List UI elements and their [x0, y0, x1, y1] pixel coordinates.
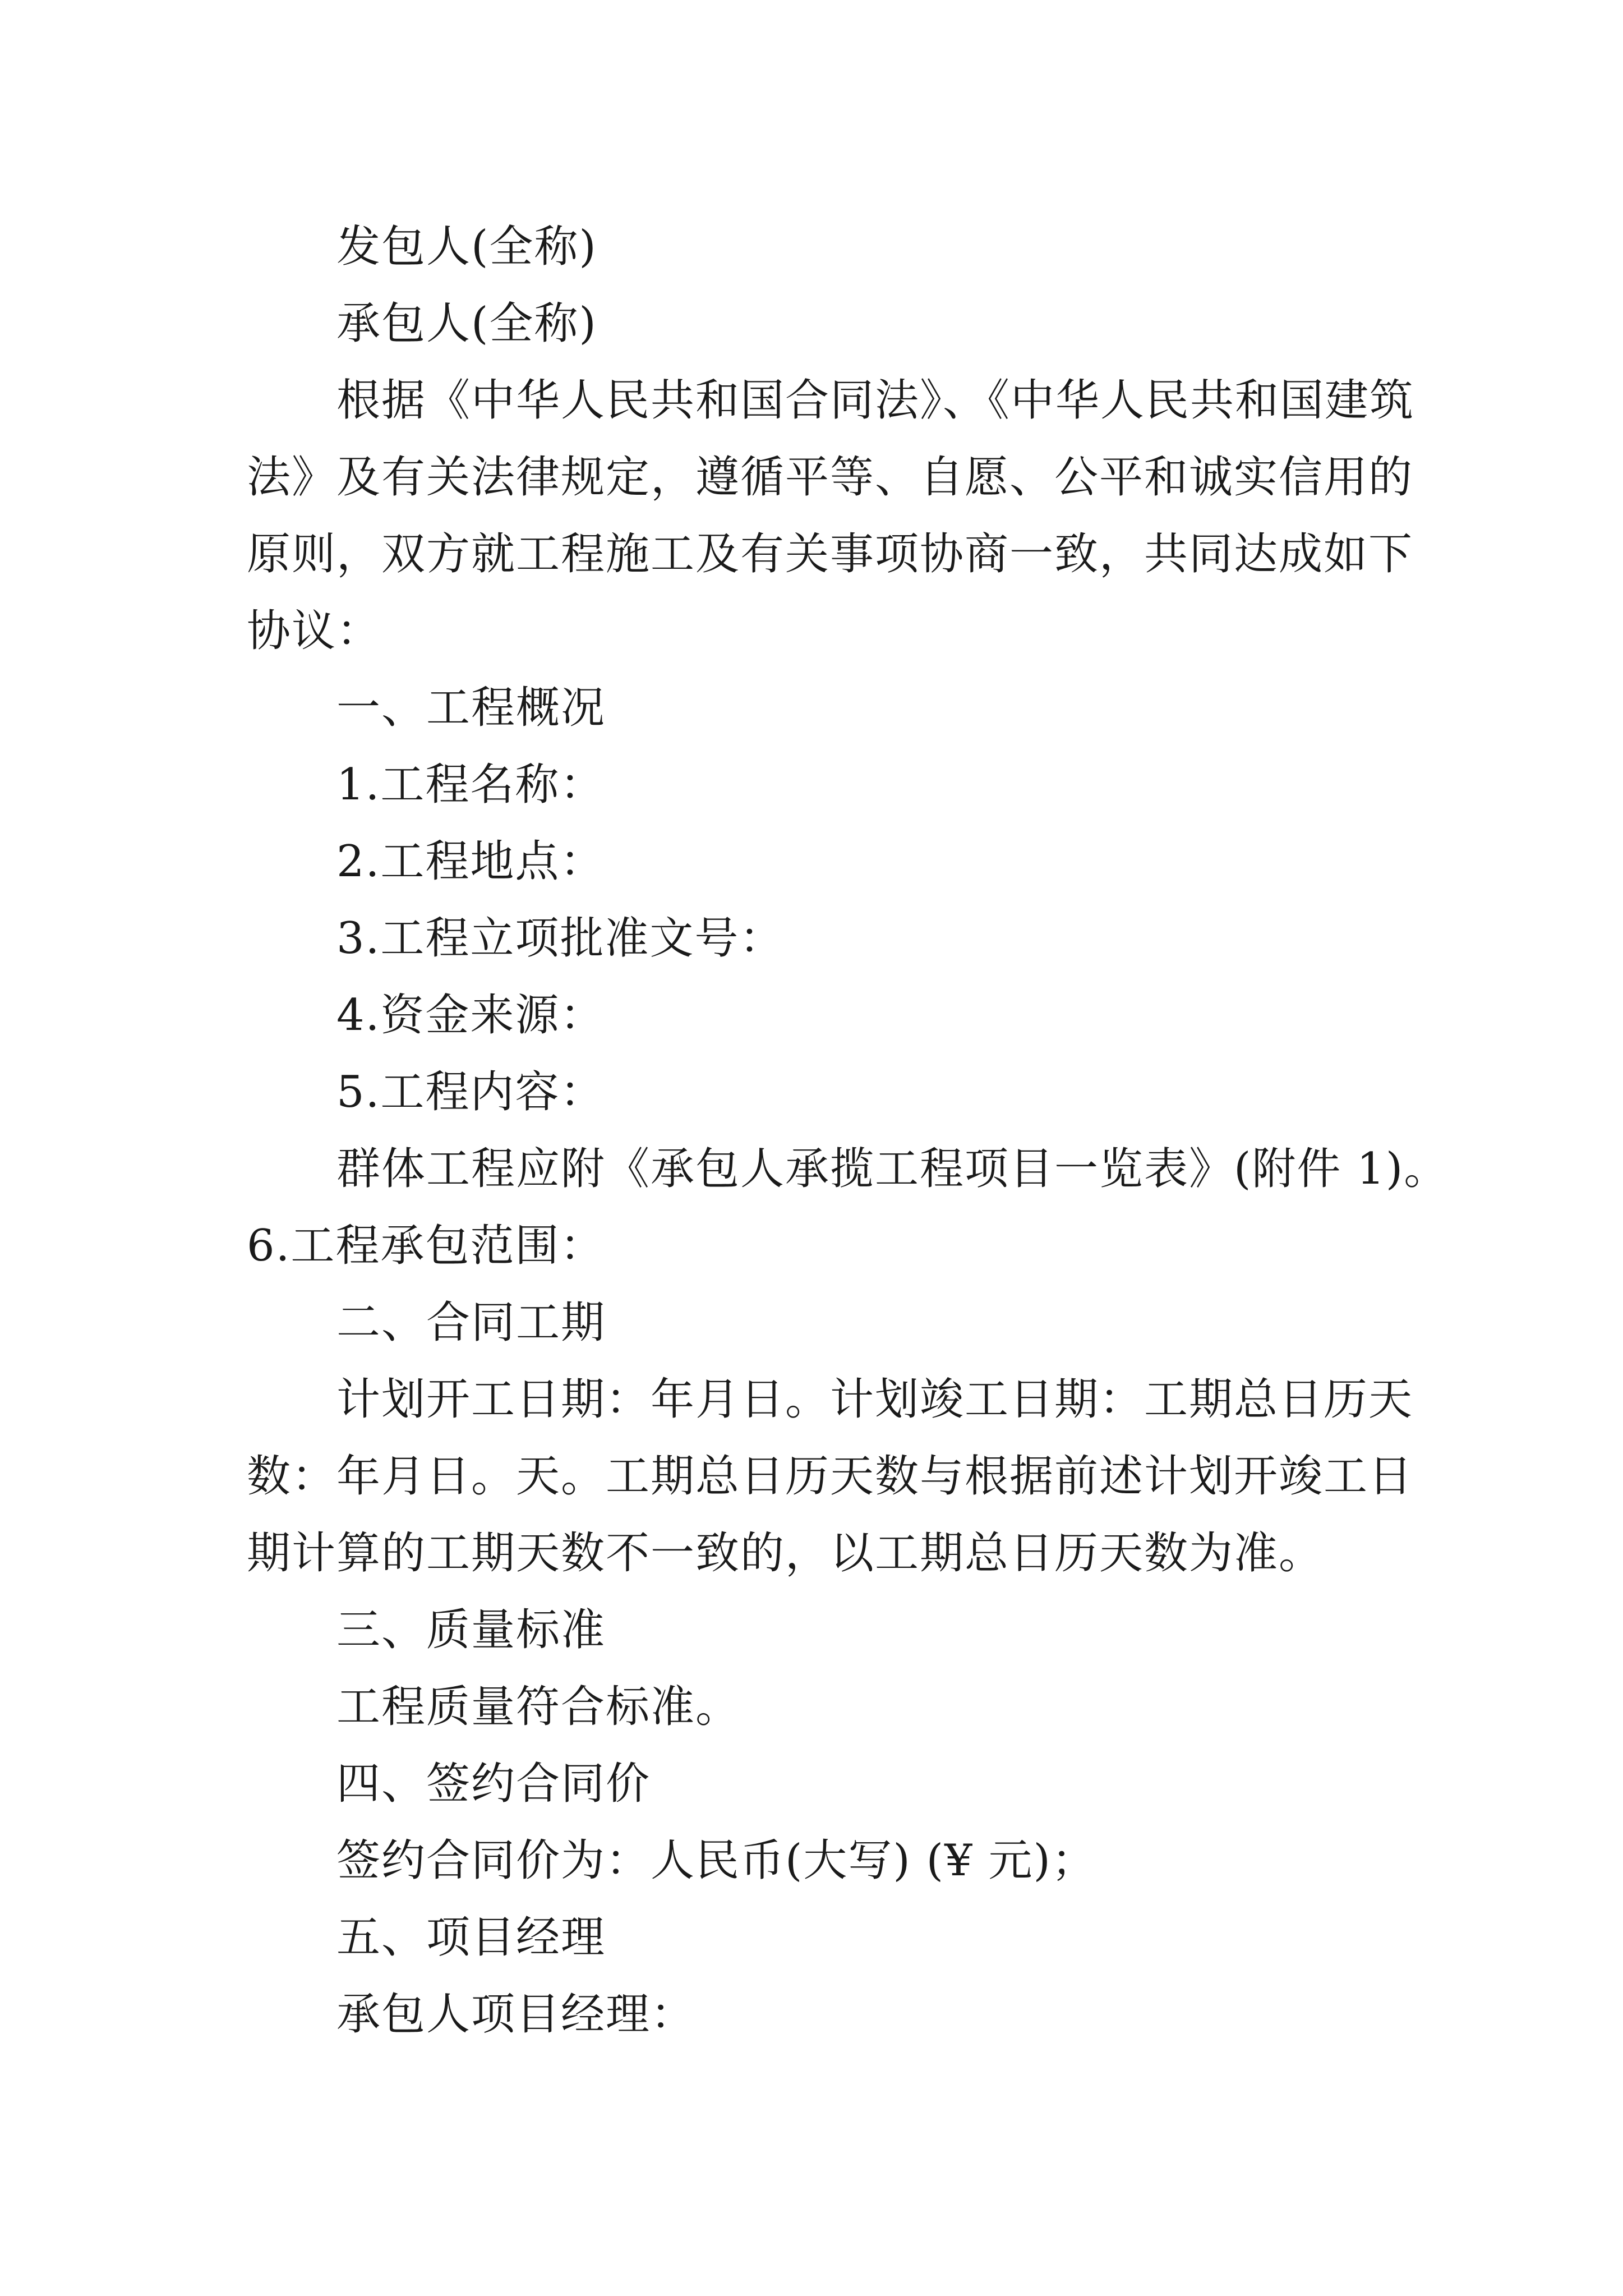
- section-heading-overview: 一、工程概况: [336, 683, 606, 733]
- section-heading-duration: 二、合同工期: [336, 1297, 606, 1348]
- duration-line-2: 数：年月日。天。工期总日历天数与根据前述计划开竣工日: [247, 1451, 1414, 1502]
- item-funding-source: 4.资金来源：: [336, 990, 605, 1041]
- section-heading-manager: 五、项目经理: [336, 1912, 606, 1963]
- item-contract-scope: 6.工程承包范围：: [247, 1221, 605, 1271]
- preamble-line-2: 法》及有关法律规定，遵循平等、自愿、公平和诚实信用的: [247, 452, 1414, 503]
- group-project-note: 群体工程应附《承包人承揽工程项目一览表》(附件 1)。: [336, 1144, 1449, 1194]
- duration-line-3: 期计算的工期天数不一致的，以工期总日历天数为准。: [247, 1528, 1324, 1579]
- manager-line: 承包人项目经理：: [336, 1989, 696, 2040]
- item-project-location: 2.工程地点：: [336, 836, 605, 887]
- section-heading-quality: 三、质量标准: [336, 1605, 606, 1655]
- section-heading-price: 四、签约合同价: [336, 1759, 651, 1809]
- preamble-line-3: 原则，双方就工程施工及有关事项协商一致，共同达成如下: [247, 529, 1414, 579]
- preamble-line-1: 根据《中华人民共和国合同法》、《中华人民共和国建筑: [336, 375, 1415, 426]
- contractor-line: 承包人(全称): [336, 298, 597, 349]
- quality-line: 工程质量符合标准。: [336, 1682, 741, 1732]
- employer-line: 发包人(全称): [336, 222, 597, 272]
- item-approval-number: 3.工程立项批准文号：: [336, 913, 785, 964]
- preamble-line-4: 协议：: [247, 606, 382, 656]
- document-body: [247, 209, 1449, 2053]
- item-project-name: 1.工程名称：: [336, 760, 605, 810]
- price-line: 签约合同价为：人民币(大写) (¥ 元)；: [336, 1835, 1096, 1886]
- item-project-content: 5.工程内容：: [336, 1067, 605, 1117]
- duration-line-1: 计划开工日期：年月日。计划竣工日期：工期总日历天: [336, 1374, 1414, 1425]
